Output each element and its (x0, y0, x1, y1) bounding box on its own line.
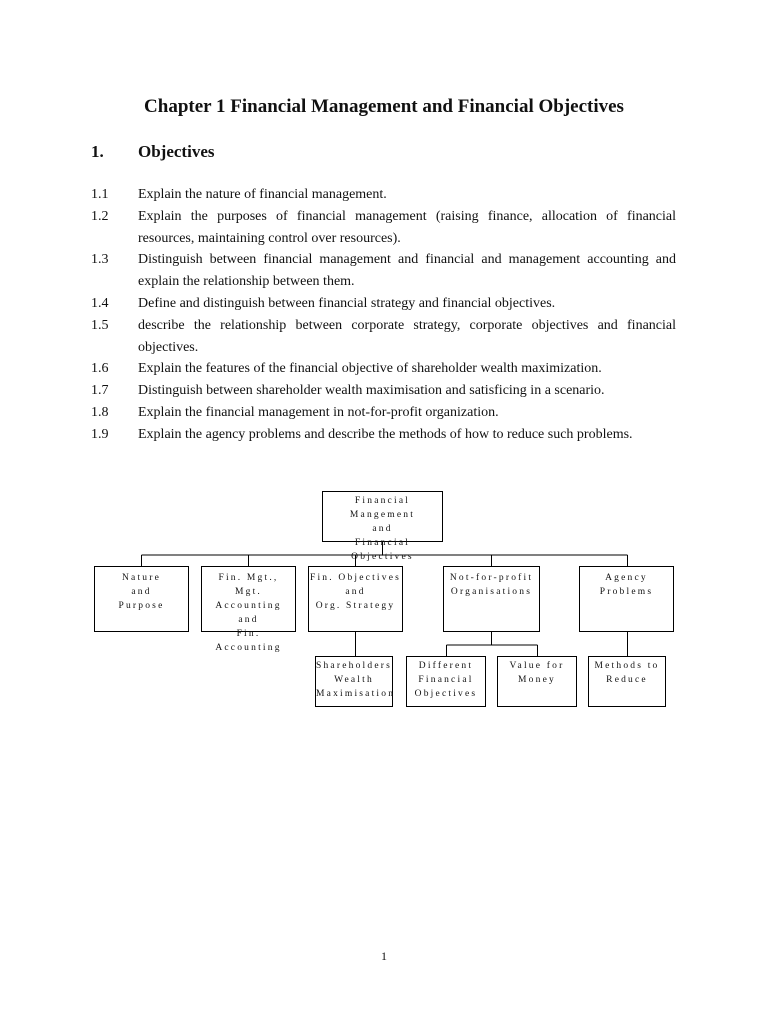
item-number: 1.7 (91, 383, 109, 399)
diagram-root-box: Financial Mangement and Financial Objectives (322, 491, 443, 542)
list-item (91, 184, 676, 206)
list-item (91, 315, 676, 359)
list-item (91, 424, 676, 446)
item-number: 1.3 (91, 252, 109, 268)
list-item (91, 402, 676, 424)
item-text: Explain the agency problems and describe the methods of how to reduce such problems. (138, 426, 633, 442)
diagram-branch-accounting: Fin. Mgt., Mgt. Accounting and Fin. Accounting (201, 566, 296, 632)
item-text: Distinguish between shareholder wealth maximisation and satisficing in a scenario. (138, 383, 605, 399)
diagram-branch-not-for-profit: Not-for-profit Organisations (443, 566, 540, 632)
item-text: Explain the features of the financial objective of shareholder wealth maximization. (138, 361, 602, 377)
section-heading (91, 142, 214, 162)
diagram-child-wealth: Shareholders Wealth Maximisation (315, 656, 393, 707)
item-text: Distinguish between financial management and financial and management accounting and explain the relationship between them. (138, 252, 676, 290)
item-text: Explain the financial management in not-for-profit organization. (138, 404, 499, 420)
section-number: 1. (91, 142, 104, 161)
diagram-child-value-for-money: Value for Money (497, 656, 577, 707)
diagram-branch-nature: Nature and Purpose (94, 566, 189, 632)
list-item (91, 249, 676, 293)
item-text: describe the relationship between corporate strategy, corporate objectives and financial objectives. (138, 317, 676, 355)
page-number: 1 (381, 949, 387, 963)
item-number: 1.4 (91, 295, 109, 311)
diagram-branch-agency: Agency Problems (579, 566, 674, 632)
objectives-list (91, 184, 676, 446)
list-item (91, 380, 676, 402)
section-title: Objectives (138, 142, 215, 161)
item-number: 1.9 (91, 426, 109, 442)
item-text: Explain the purposes of financial management (raising finance, allocation of financial resources, maintaining control over resources). (138, 208, 676, 246)
diagram-child-methods: Methods to Reduce (588, 656, 666, 707)
list-item (91, 358, 676, 380)
item-number: 1.2 (91, 208, 109, 224)
item-number: 1.5 (91, 317, 109, 333)
item-text: Explain the nature of financial management. (138, 187, 387, 202)
list-item (91, 293, 676, 315)
item-number: 1.8 (91, 404, 109, 420)
item-number: 1.6 (91, 361, 109, 377)
list-item (91, 206, 676, 250)
chapter-title: Chapter 1 Financial Management and Financial Objectives (144, 96, 624, 117)
item-text: Define and distinguish between financial strategy and financial objectives. (138, 295, 556, 311)
diagram-branch-strategy: Fin. Objectives and Org. Strategy (308, 566, 403, 632)
diagram-child-different-objectives: Different Financial Objectives (406, 656, 486, 707)
item-number: 1.1 (91, 187, 109, 202)
